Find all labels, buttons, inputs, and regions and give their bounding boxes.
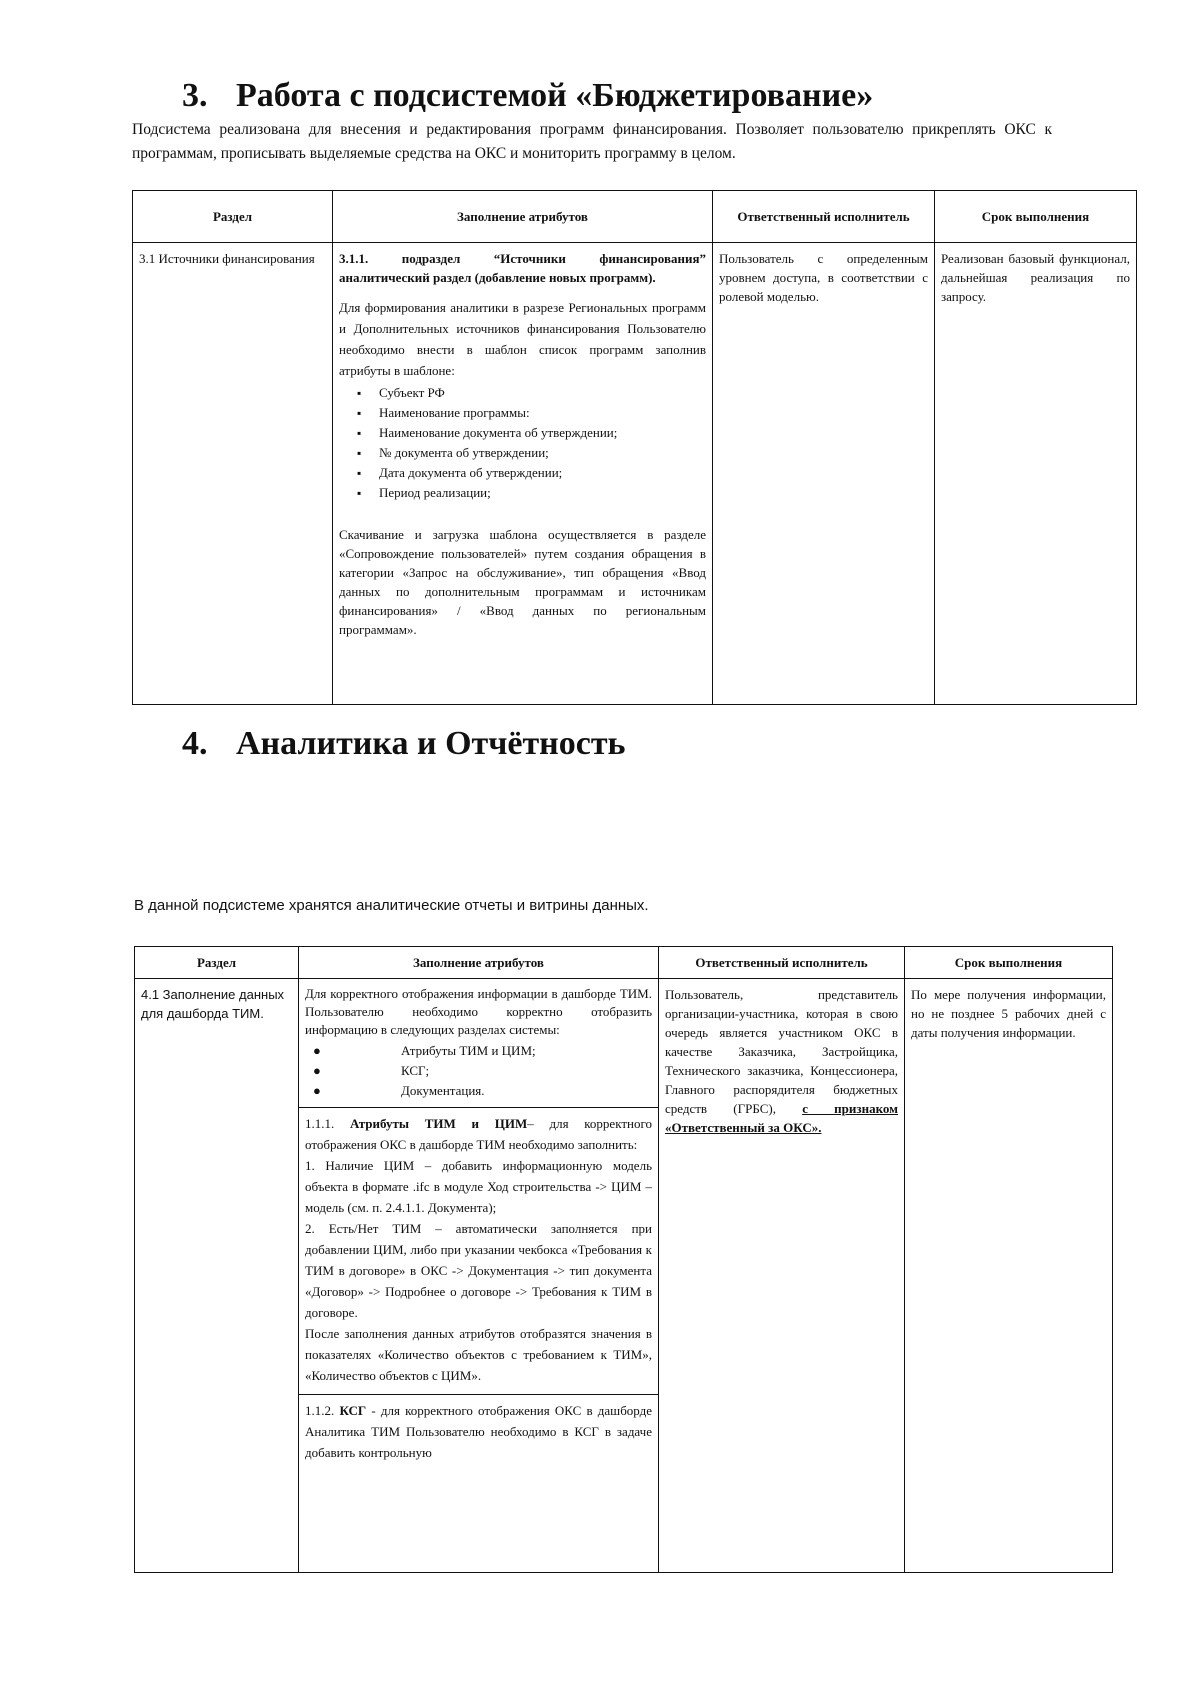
responsible-flag: с признаком «Ответственный за ОКС».	[665, 1101, 899, 1135]
subsection-number: 1.1.1.	[305, 1116, 335, 1131]
list-item: ▪ Дата документа об утверждении;	[379, 463, 706, 483]
list-item: ● Документация.	[305, 1081, 652, 1101]
attributes-body: Для формирования аналитики в разрезе Региональных программ и Дополнительных источников финансирования Пользователю необходимо внести в шаблон список программ заполнив атрибуты в шаблоне:	[339, 300, 706, 378]
after-fill-note: После заполнения данных атрибутов отобразятся значения в показателях «Количество объектов с требованием к ТИМ», «Количество объектов с ЦИМ».	[305, 1326, 652, 1383]
row-responsible: Пользователь с определенным уровнем доступа, в соответствии с ролевой моделью.	[713, 243, 935, 705]
row-section: 3.1 Источники финансирования	[133, 243, 333, 705]
section-4-title: Аналитика и Отчётность	[236, 725, 626, 762]
list-item: ▪ Наименование программы:	[379, 403, 706, 423]
subsection-lead: – для корректного отображения ОКС в дашборде ТИМ необходимо заполнить:	[305, 1116, 652, 1152]
download-instructions: Скачивание и загрузка шаблона осуществляется в разделе «Сопровождение пользователей» путем создания обращения в категории «Запрос на обслуживание», тип обращения «Ввод данных по дополнительным программам и источникам финансирования» / «Ввод данных по региональным программам».	[339, 527, 706, 637]
list-item: ▪ Наименование документа об утверждении;	[379, 423, 706, 443]
header-attributes: Заполнение атрибутов	[333, 191, 713, 243]
section-4-intro: В данной подсистеме хранятся аналитические отчеты и витрины данных.	[134, 897, 649, 914]
row-deadline: По мере получения информации, но не позднее 5 рабочих дней с даты получения информации.	[905, 979, 1113, 1573]
header-attributes: Заполнение атрибутов	[299, 947, 659, 979]
header-section: Раздел	[135, 947, 299, 979]
subsection-ksg	[299, 1394, 658, 1463]
row-attributes	[333, 243, 713, 705]
table-row	[133, 243, 1137, 705]
row-attributes	[299, 979, 659, 1573]
section-4-heading	[182, 724, 626, 764]
responsible-text: Пользователь, представитель организации-участника, которая в свою очередь является участником ОКС в качестве Заказчика, Застройщика, Технического заказчика, Концессионера, Главного распорядителя бюджетных средств (ГРБС),	[665, 987, 898, 1116]
subsection-number: 1.1.2.	[305, 1403, 335, 1418]
subsection-title: КСГ	[339, 1403, 367, 1418]
subsection-tim-cim	[299, 1107, 658, 1386]
list-item: ● Атрибуты ТИМ и ЦИМ;	[305, 1041, 652, 1061]
cim-item: 1. Наличие ЦИМ – добавить информационную модель объекта в формате .ifc в модуле Ход строительства -> ЦИМ – модель (см. п. 2.4.1.1. Документа);	[305, 1158, 652, 1215]
row-responsible	[659, 979, 905, 1573]
header-responsible: Ответственный исполнитель	[659, 947, 905, 979]
budget-table	[132, 190, 1137, 705]
dashboard-intro: Для корректного отображения информации в дашборде ТИМ. Пользователю необходимо корректно отобразить информацию в следующих разделах системы:	[305, 986, 652, 1037]
attributes-list	[339, 383, 706, 503]
row-section: 4.1 Заполнение данных для дашборда ТИМ.	[135, 979, 299, 1573]
list-item: ▪ № документа об утверждении;	[379, 443, 706, 463]
subsection-text: - для корректного отображения ОКС в дашборде Аналитика ТИМ Пользователю необходимо в КСГ в задаче добавить контрольную	[305, 1403, 653, 1460]
section-4-number: 4.	[182, 725, 208, 762]
header-deadline: Срок выполнения	[935, 191, 1137, 243]
table-row	[135, 979, 1113, 1573]
section-3-title: Работа с подсистемой «Бюджетирование»	[236, 77, 874, 114]
budget-table-header	[133, 191, 1137, 243]
header-responsible: Ответственный исполнитель	[713, 191, 935, 243]
list-item: ● КСГ;	[305, 1061, 652, 1081]
tim-item: 2. Есть/Нет ТИМ – автоматически заполняется при добавлении ЦИМ, либо при указании чекбокса «Требования к ТИМ в договоре» в ОКС -> Документация -> тип документа «Договор» -> Подробнее о договоре -> Требования к ТИМ в договоре.	[305, 1221, 652, 1320]
header-section: Раздел	[133, 191, 333, 243]
header-deadline: Срок выполнения	[905, 947, 1113, 979]
row-deadline: Реализован базовый функционал, дальнейшая реализация по запросу.	[935, 243, 1137, 705]
list-item: ▪ Период реализации;	[379, 483, 706, 503]
subsection-title: 3.1.1. подраздел “Источники финансирования” аналитический раздел (добавление новых программ).	[339, 251, 706, 285]
section-3-intro: Подсистема реализована для внесения и редактирования программ финансирования. Позволяет пользователю прикреплять ОКС к программам, прописывать выделяемые средства на ОКС и мониторить программу в целом.	[132, 121, 1052, 162]
section-3-number: 3.	[182, 77, 208, 114]
analytics-table	[134, 946, 1113, 1573]
list-item: ▪ Субъект РФ	[379, 383, 706, 403]
section-3-heading	[182, 76, 873, 116]
analytics-table-header	[135, 947, 1113, 979]
systems-list	[305, 1041, 652, 1101]
subsection-title: Атрибуты ТИМ и ЦИМ	[349, 1116, 528, 1131]
